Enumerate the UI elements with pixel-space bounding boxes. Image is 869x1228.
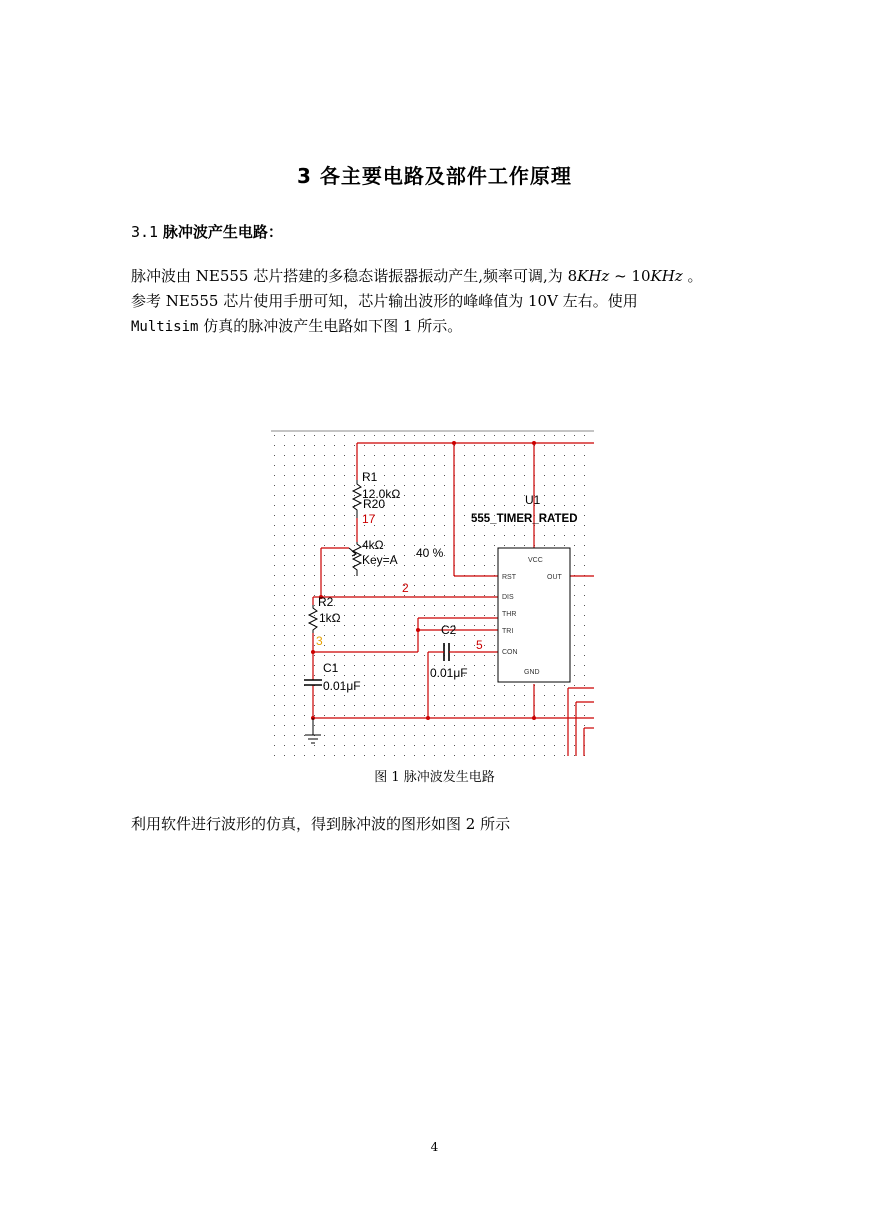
c2-value: 0.01μF xyxy=(430,666,468,680)
freq-high-unit: KHz xyxy=(650,267,683,285)
pin-thr-label: THR xyxy=(502,611,517,618)
capacitor-c1 xyxy=(304,672,322,685)
r2-ref: R2 xyxy=(318,595,334,609)
pin-rst-label: RST xyxy=(502,574,516,581)
ground-symbol xyxy=(305,718,321,743)
potentiometer-r20 xyxy=(349,542,361,576)
section-number: 3.1 xyxy=(131,223,159,241)
u1-name: 555_TIMER_RATED xyxy=(471,513,578,525)
capacitor-c2 xyxy=(438,643,455,661)
node-17: 17 xyxy=(362,512,376,526)
page-heading: 3 各主要电路及部件工作原理 xyxy=(297,164,572,188)
text-run: 脉冲波由 NE555 芯片搭建的多稳态谐振器振动产生,频率可调,为 xyxy=(131,267,568,285)
pin-tri-label: TRI xyxy=(502,628,514,635)
r1-ref: R1 xyxy=(362,470,378,484)
page-number: 4 xyxy=(430,1140,439,1154)
node-3: 3 xyxy=(316,634,323,648)
pot-percent: 40 % xyxy=(416,546,444,560)
node-2: 2 xyxy=(402,581,409,595)
resistor-r2 xyxy=(309,605,317,633)
pin-out-label: OUT xyxy=(547,574,562,581)
software-name: Multisim xyxy=(131,319,199,335)
section-name: 脉冲波产生电路： xyxy=(162,223,283,241)
pot-value: 4kΩ xyxy=(362,538,384,552)
text-run: 。 xyxy=(682,267,703,285)
r1-value: 12.0kΩ xyxy=(362,487,401,501)
paragraph-line xyxy=(131,264,741,289)
pin-con-label: CON xyxy=(502,649,518,656)
r2-value: 1kΩ xyxy=(319,611,341,625)
c1-ref: C1 xyxy=(323,661,339,675)
pin-gnd-label: GND xyxy=(524,669,540,676)
timer-ic-u1 xyxy=(498,548,570,682)
c2-ref: C2 xyxy=(441,623,457,637)
pot-key: Key=A xyxy=(362,553,398,567)
text-run: 仿真的脉冲波产生电路如下图 1 所示。 xyxy=(198,317,463,335)
freq-low-number: 8 xyxy=(567,267,578,285)
closing-paragraph: 利用软件进行波形的仿真，得到脉冲波的图形如图 2 所示 xyxy=(131,815,511,833)
tilde: ~ xyxy=(609,267,632,285)
paragraph-line xyxy=(131,314,741,340)
pulse-circuit-schematic xyxy=(271,430,596,758)
freq-low-unit: KHz xyxy=(577,267,610,285)
figure-caption: 图 1 脉冲波发生电路 xyxy=(374,770,495,785)
u1-ref: U1 xyxy=(525,493,541,507)
node-5: 5 xyxy=(476,638,483,652)
pin-vcc-label: VCC xyxy=(528,557,543,564)
section-title xyxy=(131,221,283,242)
pin-dis-label: DIS xyxy=(502,594,514,601)
freq-high-number: 10 xyxy=(631,267,651,285)
c1-value: 0.01μF xyxy=(323,679,361,693)
paragraph-line: 参考 NE555 芯片使用手册可知，芯片输出波形的峰峰值为 10V 左右。使用 xyxy=(131,292,638,310)
r20-ref: R20 xyxy=(363,497,386,511)
